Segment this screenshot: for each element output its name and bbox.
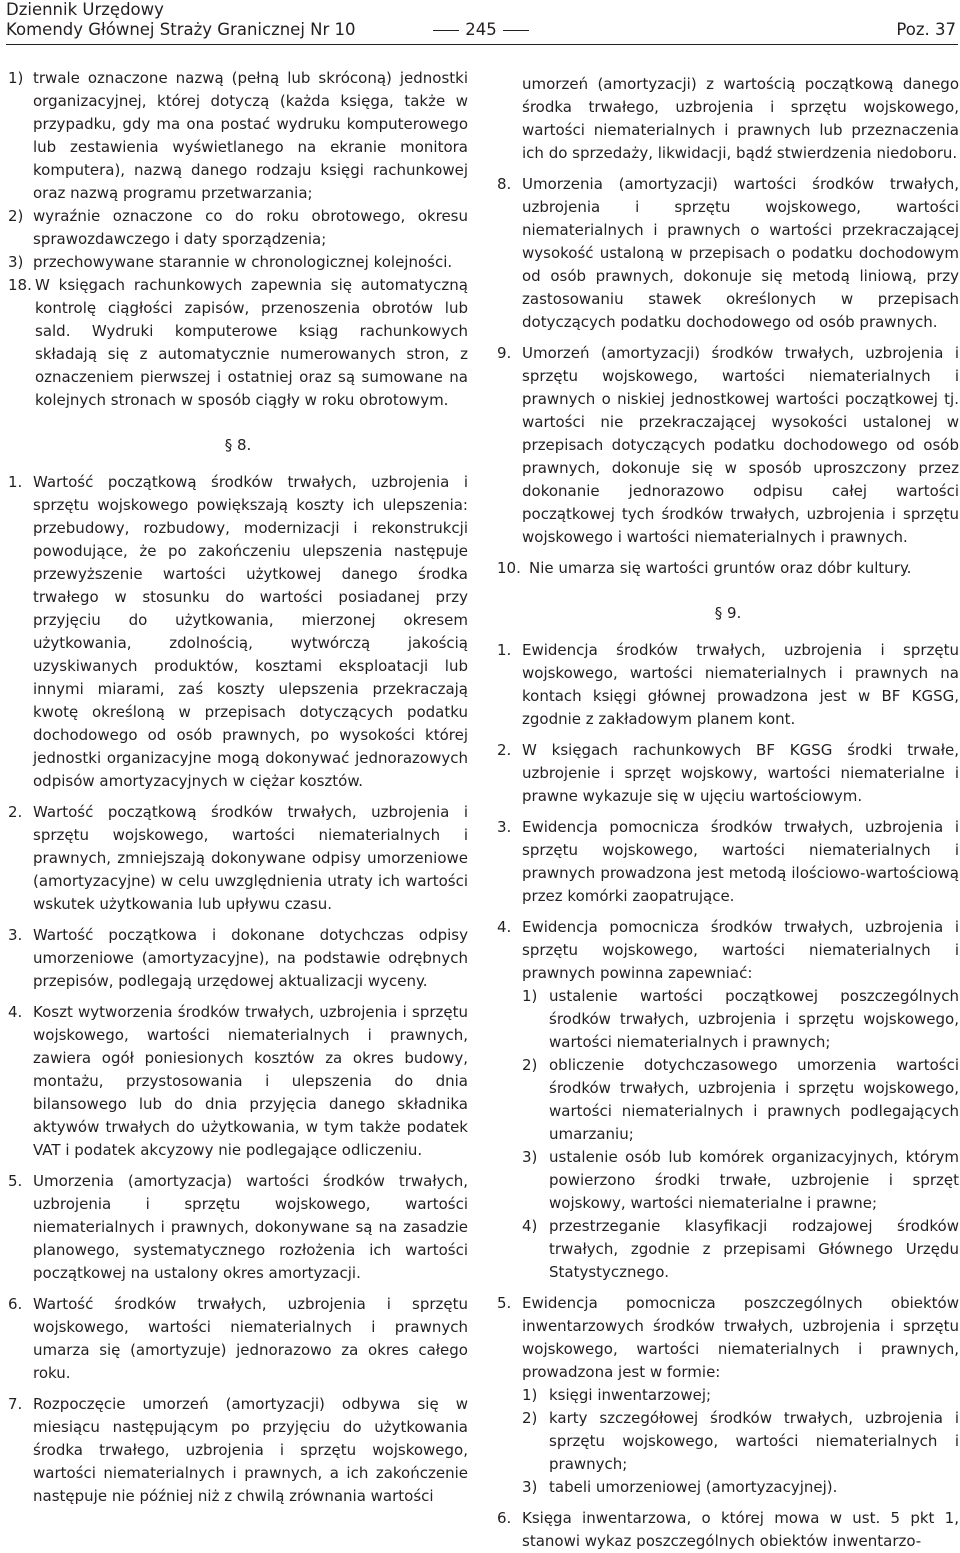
item-number: 1) (8, 69, 24, 87)
page-header (6, 0, 956, 44)
paragraph-text: W księgach rachunkowych zapewnia się automatyczną kontrolę ciągłości zapisów, przenoszenia obrotów lub sald. Wydruki komputerowe ksiąg rachunkowych składają się z automatycznie numerowanych stron, z oznaczeniem pierwszej i ostatniej oraz są sumowane na kolejnych stronach w sposób ciągły w roku obrotowym. (35, 276, 468, 409)
item-number: 4. (497, 918, 512, 936)
page-number: 245 (465, 20, 497, 39)
item-number: 4. (8, 1003, 23, 1021)
list-item (497, 739, 959, 808)
sub-item-text: ustalenie osób lub komórek organizacyjnych, którym powierzono środki trwałe, uzbrojenie i sprzęt wojskowy, wartości niematerialne i prawne; (549, 1148, 959, 1212)
item-number: 6. (497, 1509, 512, 1527)
sub-item (522, 1054, 959, 1146)
right-column (497, 73, 959, 1553)
list-item (497, 816, 959, 908)
paragraph-18 (8, 274, 468, 412)
item-text: Ewidencja środków trwałych, uzbrojenia i sprzętu wojskowego, wartości niematerialnych i prawnych na kontach księgi głównej prowadzona jest w BF KGSG, zgodnie z zakładowym planem kont. (522, 641, 959, 728)
item-number: 3. (8, 926, 23, 944)
list-item (497, 916, 959, 985)
item-text: Wartość początkową środków trwałych, uzbrojenia i sprzętu wojskowego powiększają koszty ich ulepszenia: przebudowy, rozbudowy, modernizacji i rekonstrukcji powodujące, że po zakończeniu ulepszenia następuje przewyższenie wartości użytkowej danego środka trwałego w stosunku do wartości posiadanej przy przyjęciu do użytkowania, mierzonej okresem użytkowania, zdolnością, wytwórczą jakością uzyskiwanych produktów, kosztami eksploatacji lub innymi miarami, zaś koszty ulepszenia przekraczają kwotę określoną w przepisach dotyczących podatku dochodowego od osób prawnych, po wysokości której jednostki organizacyjne mogą dokonywać jednorazowych odpisów amortyzacyjnych w ciężar kosztów. (33, 473, 468, 790)
item-text: Nie umarza się wartości gruntów oraz dóbr kultury. (529, 559, 912, 577)
item-reference: Poz. 37 (896, 20, 956, 39)
list-item (8, 924, 468, 993)
header-rule (6, 44, 958, 45)
item-number: 5. (8, 1172, 23, 1190)
journal-name: Dziennik Urzędowy (6, 0, 164, 19)
item-text: Umorzenia (amortyzacji) wartości środków trwałych, uzbrojenia i sprzętu wojskowego, wartości niematerialnych i prawnych o wartości przekraczającej wysokość ustaloną w przepisach o podatku dochodowym od osób prawnych, dokonuje się metodą liniową, przy zastosowaniu stawek określonych w przepisach dotyczących podatku dochodowego od osób prawnych. (522, 175, 959, 331)
sub-item-number: 1) (522, 987, 538, 1005)
item-text: Ewidencja pomocnicza środków trwałych, uzbrojenia i sprzętu wojskowego, wartości niematerialnych i prawnych prowadzona jest metodą ilościowo-wartościową przez komórki zaopatrujące. (522, 818, 959, 905)
item-number: 3. (497, 818, 512, 836)
list-item (8, 801, 468, 916)
item-text: przechowywane starannie w chronologicznej kolejności. (33, 253, 453, 271)
sub-item-text: tabeli umorzeniowej (amortyzacyjnej). (549, 1478, 838, 1496)
sub-item (522, 1146, 959, 1215)
sub-item-text: obliczenie dotychczasowego umorzenia wartości środków trwałych, uzbrojenia i sprzętu wojskowego, wartości niematerialnych i prawnych podlegających umarzaniu; (549, 1056, 959, 1143)
item-number: 10. (497, 559, 521, 577)
item-number: 1. (497, 641, 512, 659)
item-text: Umorzenia (amortyzacja) wartości środków trwałych, uzbrojenia i sprzętu wojskowego, wartości niematerialnych i prawnych, dokonywane są na zasadzie planowego, systematycznego rozłożenia ich wartości początkowej na ustalony okres amortyzacji. (33, 1172, 468, 1282)
list-item (8, 1293, 468, 1385)
list-item (8, 1001, 468, 1162)
continuation-text: umorzeń (amortyzacji) z wartością początkową danego środka trwałego, uzbrojenia i sprzętu wojskowego, wartości niematerialnych i prawnych lub przeznaczenia ich do sprzedaży, likwidacji, bądź stwierdzenia niedoboru. (522, 75, 959, 162)
sub-item-number: 4) (522, 1217, 538, 1235)
item-text: Ewidencja pomocnicza poszczególnych obiektów inwentarzowych środków trwałych, uzbrojenia i sprzętu wojskowego, wartości niematerialnych i prawnych, prowadzona jest w formie: (522, 1294, 959, 1381)
page-number-block (6, 20, 956, 40)
issuer-name: Komendy Głównej Straży Granicznej Nr 10 (6, 20, 356, 39)
list-item (497, 557, 959, 580)
item-text: Rozpoczęcie umorzeń (amortyzacji) odbywa się w miesiącu następującym po przyjęciu do użytkowania środka trwałego, uzbrojenia i sprzętu wojskowego, wartości niematerialnych i prawnych, a ich zakończenie następuje nie później niż z chwilą zrównania wartości (33, 1395, 468, 1505)
sub-item (522, 1384, 959, 1407)
item-number: 8. (497, 175, 512, 193)
sub-item-number: 2) (522, 1409, 538, 1427)
item-text: Wartość początkową środków trwałych, uzbrojenia i sprzętu wojskowego, wartości niematerialnych i prawnych, zmniejszają dokonywane odpisy umorzeniowe (amortyzacyjne) w celu uwzględnienia utraty ich wartości wskutek użytkowania lub upływu czasu. (33, 803, 468, 913)
item-number: 3) (8, 253, 24, 271)
item-number: 9. (497, 344, 512, 362)
sub-item-number: 3) (522, 1148, 538, 1166)
item-number: 5. (497, 1294, 512, 1312)
item-number: 1. (8, 473, 23, 491)
sub-item-text: karty szczegółowej środków trwałych, uzbrojenia i sprzętu wojskowego, wartości niematerialnych i prawnych; (549, 1409, 959, 1473)
sub-item (522, 1215, 959, 1284)
item-number: 6. (8, 1295, 23, 1313)
sub-item (522, 985, 959, 1054)
item-text: Wartość środków trwałych, uzbrojenia i sprzętu wojskowego, wartości niematerialnych i prawnych umarza się (amortyzuje) jednorazowo za okres całego roku. (33, 1295, 468, 1382)
list-item (497, 1292, 959, 1384)
dash-right (503, 30, 529, 31)
item-text: Wartość początkowa i dokonane dotychczas odpisy umorzeniowe (amortyzacyjne), na podstawie odrębnych przepisów, podlegają urzędowej aktualizacji wyceny. (33, 926, 468, 990)
list-item (497, 639, 959, 731)
list-item (8, 1393, 468, 1508)
list-item (497, 1507, 959, 1553)
list-item (8, 67, 468, 205)
item-number: 2) (8, 207, 24, 225)
dash-left (433, 30, 459, 31)
section-title: § 9. (714, 604, 742, 622)
item-number: 7. (8, 1395, 23, 1413)
sub-item-number: 1) (522, 1386, 538, 1404)
item-text: Koszt wytworzenia środków trwałych, uzbrojenia i sprzętu wojskowego, wartości niematerialnych i prawnych, zawiera ogół poniesionych kosztów za okres budowy, montażu, przystosowania i ulepszenia do dnia bilansowego lub do dnia przyjęcia danego składnika aktywów trwałych do użytkowania, w tym także podatek VAT i podatek akcyzowy nie podlegające odliczeniu. (33, 1003, 468, 1159)
item-number: 2. (8, 803, 23, 821)
list-item (8, 1170, 468, 1285)
list-item (497, 342, 959, 549)
paragraph-number: 18. (8, 276, 32, 294)
list-item (497, 173, 959, 334)
sub-item (522, 1407, 959, 1476)
sub-item-number: 2) (522, 1056, 538, 1074)
item-number: 2. (497, 741, 512, 759)
item-text: Ewidencja pomocnicza środków trwałych, uzbrojenia i sprzętu wojskowego, wartości niematerialnych i prawnych powinna zapewniać: (522, 918, 959, 982)
sub-item-text: ustalenie wartości początkowej poszczególnych środków trwałych, uzbrojenia i sprzętu wojskowego, wartości niematerialnych i prawnych; (549, 987, 959, 1051)
sub-item (522, 1476, 959, 1499)
item-text: Umorzeń (amortyzacji) środków trwałych, uzbrojenia i sprzętu wojskowego, wartości niematerialnych i prawnych o niskiej jednostkowej wartości początkowej tj. wartości nie przekraczającej wysokości ustalonej w przepisach dotyczących podatku dochodowego od osób prawnych, dokonuje się w sposób uproszczony przez dokonanie jednorazowo odpisu całej wartości początkowej tych środków trwałych, uzbrojenia i sprzętu wojskowego i wartości niematerialnych i prawnych. (522, 344, 959, 546)
item-text: W księgach rachunkowych BF KGSG środki trwałe, uzbrojenie i sprzęt wojskowy, wartości niematerialne i prawne wykazuje się w ujęciu wartościowym. (522, 741, 959, 805)
list-item (8, 471, 468, 793)
list-item (8, 251, 468, 274)
item-text: wyraźnie oznaczone co do roku obrotowego, okresu sprawozdawczego i daty sporządzenia; (33, 207, 468, 248)
list-item (8, 205, 468, 251)
left-column (8, 67, 468, 1508)
section-title: § 8. (224, 436, 252, 454)
sub-item-text: przestrzeganie klasyfikacji rodzajowej środków trwałych, zgodnie z przepisami Głównego Urzędu Statystycznego. (549, 1217, 959, 1281)
item-text: trwale oznaczone nazwą (pełną lub skróconą) jednostki organizacyjnej, której dotyczą (każda księga, także w przypadku, gdy ma ona postać wydruku komputerowego lub zestawienia wyświetlanego na ekranie monitora komputera), nazwą danego rodzaju księgi rachunkowej oraz nazwą programu przetwarzania; (33, 69, 468, 202)
item-text: Księga inwentarzowa, o której mowa w ust. 5 pkt 1, stanowi wykaz poszczególnych obiektów inwentarzo- (522, 1509, 959, 1550)
sub-item-text: księgi inwentarzowej; (549, 1386, 712, 1404)
sub-item-number: 3) (522, 1478, 538, 1496)
